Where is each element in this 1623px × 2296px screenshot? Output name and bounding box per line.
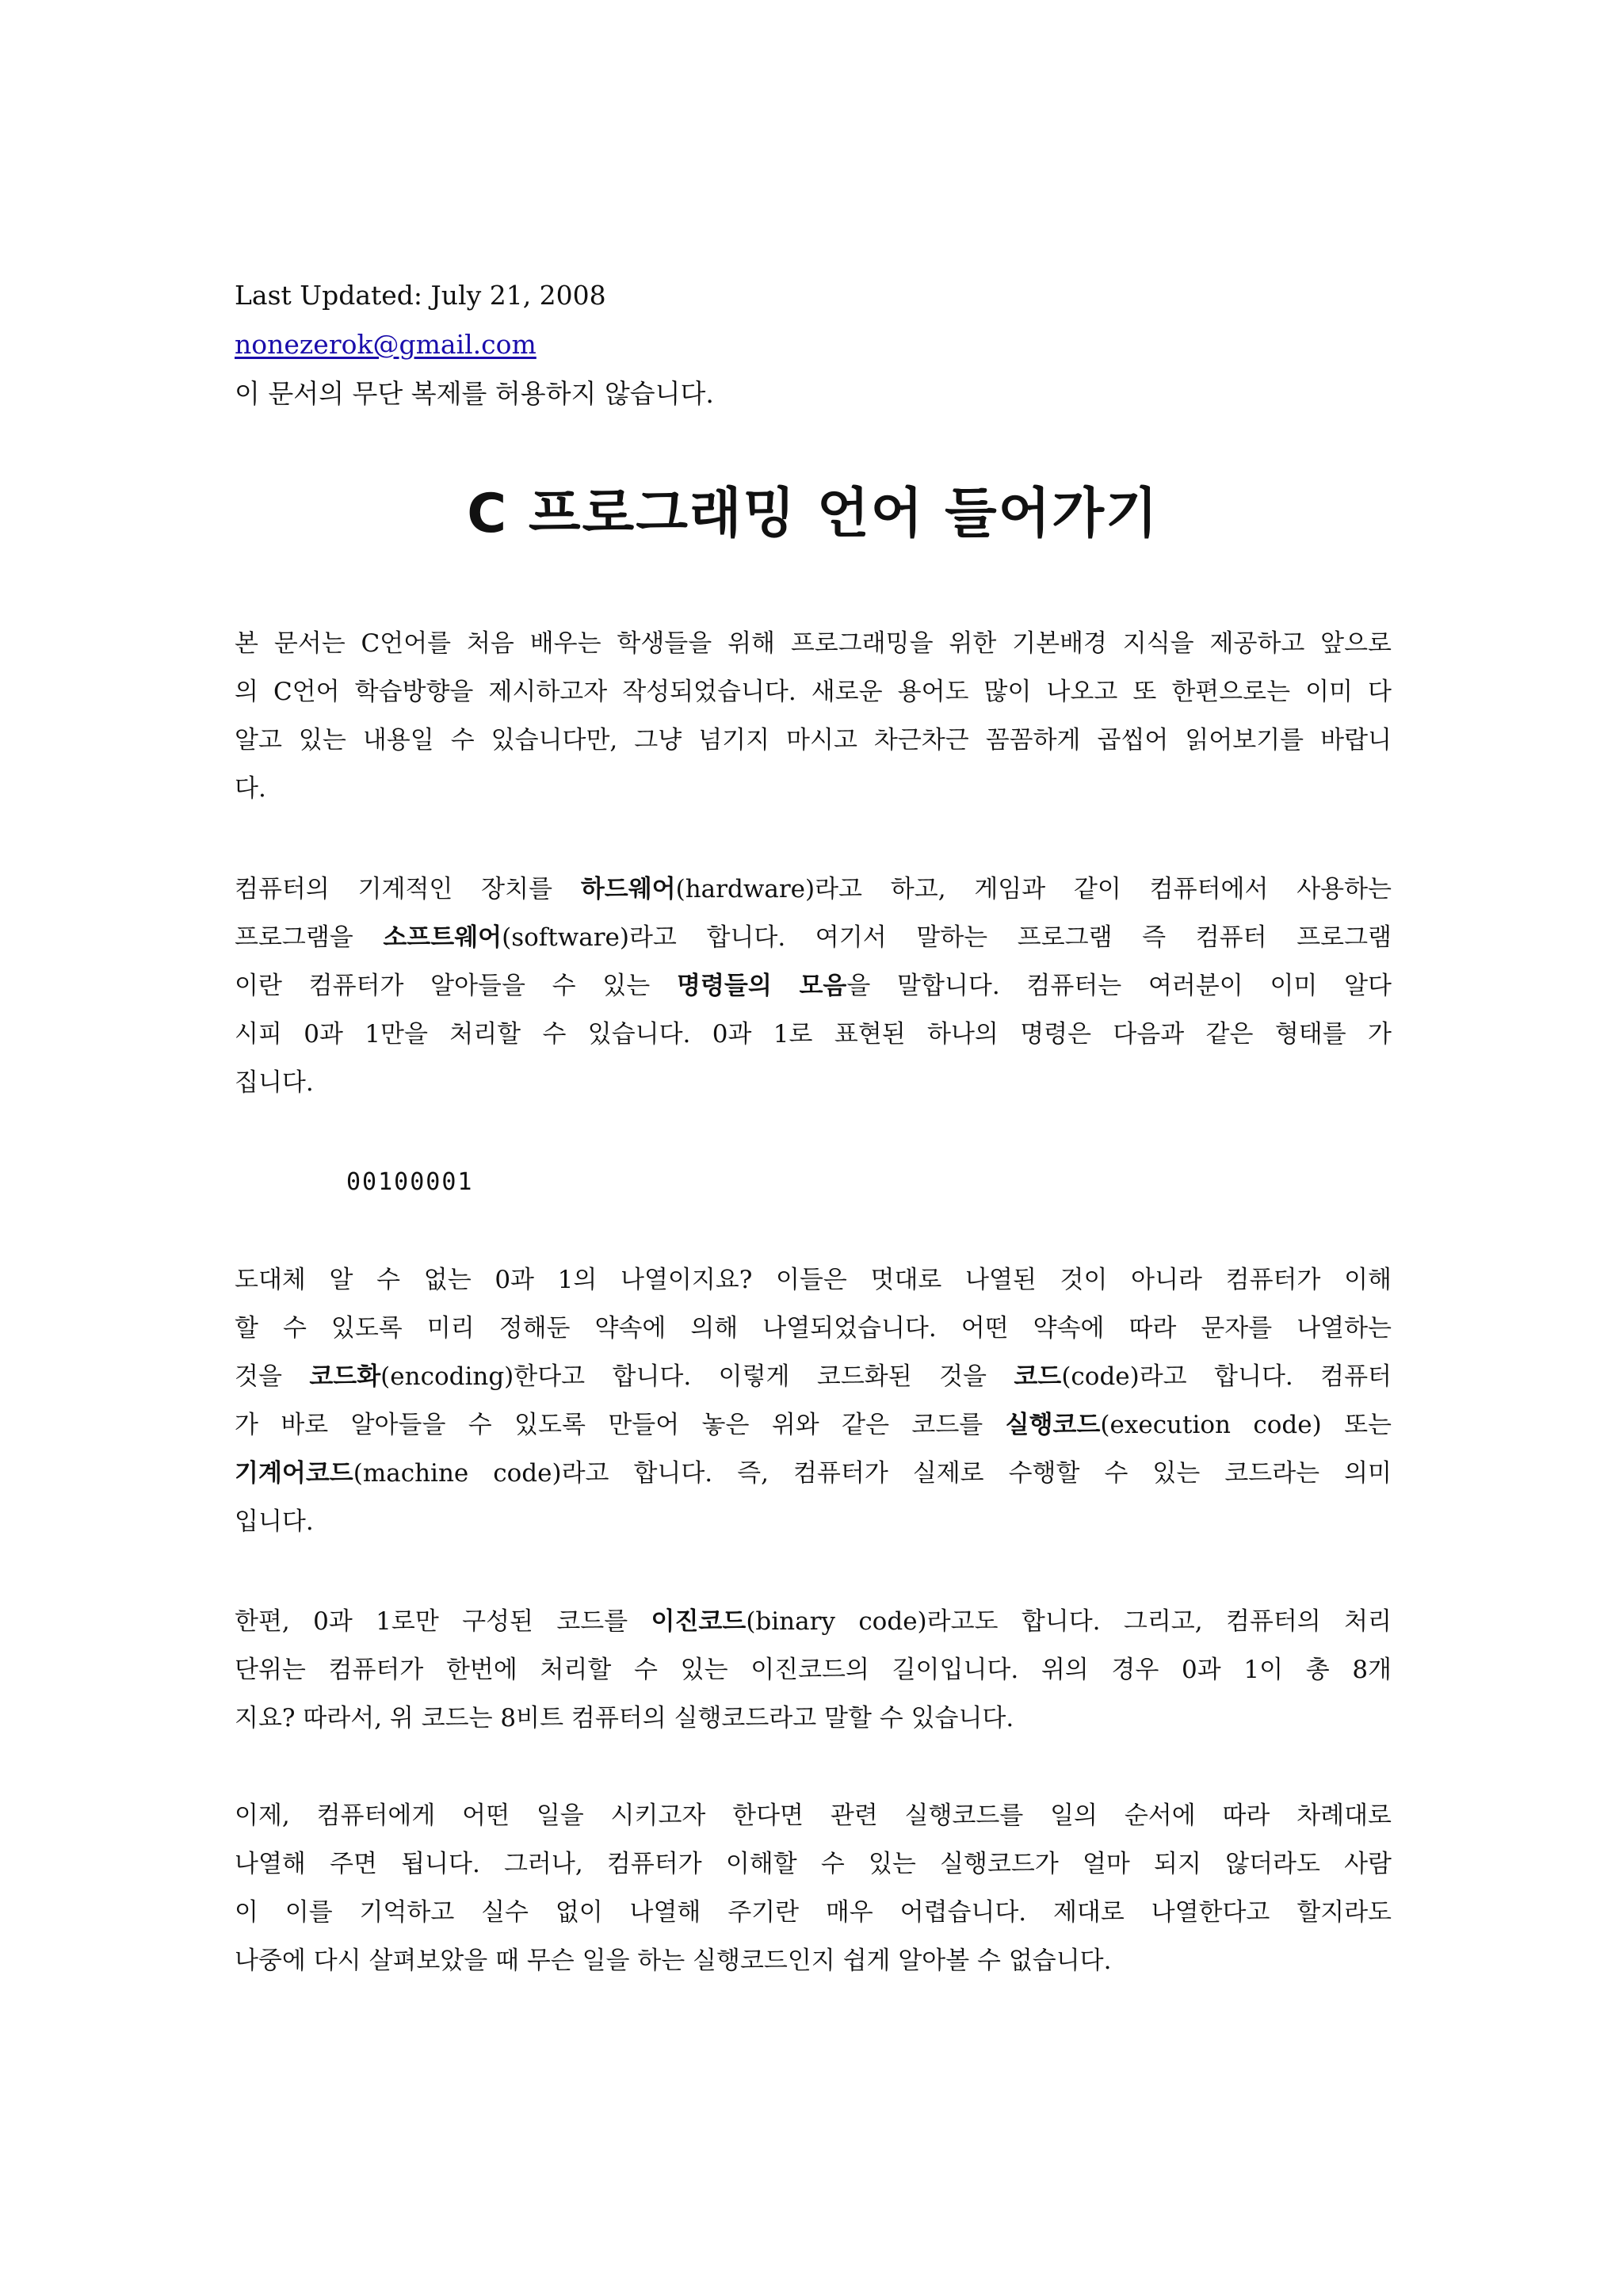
line-text: 것을: [235, 1362, 310, 1391]
paragraph-line: [235, 1353, 1392, 1401]
line-text: 도대체 알 수 없는 0과 1의 나열이지요? 이들은 멋대로 나열된 것이 아니라 컴퓨터가 이해: [235, 1266, 1392, 1294]
paragraph-line: [235, 1305, 1392, 1353]
paragraph-line: 이제, 컴퓨터에게 어떤 일을 시키고자 한다면 관련 실행코드를 일의 순서에 따라 차례대로: [235, 1801, 1392, 1830]
line-text: 이란 컴퓨터가 알아들을 수 있는: [235, 972, 677, 1000]
last-updated-text: Last Updated: July 21, 2008: [235, 280, 606, 311]
term-code: 코드: [1014, 1362, 1062, 1391]
line-text: 집니다.: [235, 1068, 314, 1097]
line-text: 을 말합니다. 컴퓨터는 여러분이 이미 알다: [846, 972, 1392, 1000]
paragraph-line: 이 이를 기억하고 실수 없이 나열해 주기란 매우 어렵습니다. 제대로 나열한다고 할지라도: [235, 1898, 1392, 1927]
paragraph-line: [235, 1498, 1392, 1546]
line-text: (binary code)라고도 합니다. 그리고, 컴퓨터의 처리: [746, 1607, 1392, 1636]
term-hardware: 하드웨어: [580, 875, 676, 904]
line-text: 시피 0과 1만을 처리할 수 있습니다. 0과 1로 표현된 하나의 명령은 다음과 같은 형태를 가: [235, 1020, 1392, 1049]
line-text: 입니다.: [235, 1507, 314, 1536]
term-encoding: 코드화: [309, 1362, 381, 1391]
term-instruction-set: 명령들의 모음: [677, 972, 847, 1000]
line-text: (hardware)라고 하고, 게임과 같이 컴퓨터에서 사용하는: [675, 875, 1392, 904]
paragraph-hardware-software: [235, 865, 1392, 1107]
paragraph-binary-code: [235, 1598, 1392, 1743]
paragraph-line: 알고 있는 내용일 수 있습니다만, 그냥 넘기지 마시고 차근차근 꼼꼼하게 곱씹어 읽어보기를 바랍니: [235, 726, 1392, 755]
line-text: 지요? 따라서, 위 코드는 8비트 컴퓨터의 실행코드라고 말할 수 있습니다.: [235, 1704, 1014, 1733]
paragraph-line: [235, 1059, 1392, 1107]
paragraph-line: 의 C언어 학습방향을 제시하고자 작성되었습니다. 새로운 용어도 많이 나오고 또 한편으로는 이미 다: [235, 678, 1392, 706]
term-execution-code: 실행코드: [1005, 1411, 1101, 1439]
paragraph-line: 본 문서는 C언어를 처음 배우는 학생들을 위해 프로그래밍을 위한 기본배경 지식을 제공하고 앞으로: [235, 629, 1392, 658]
paragraph-line: [235, 962, 1392, 1010]
paragraph-ordering: [235, 1792, 1392, 1985]
paragraph-line: [235, 1450, 1392, 1498]
binary-code-sample: 00100001: [346, 1168, 474, 1196]
term-machine-code: 기계어코드: [235, 1459, 353, 1488]
line-text: (software)라고 합니다. 여기서 말하는 프로그램 즉 컴퓨터 프로그램: [502, 923, 1392, 952]
line-text: (machine code)라고 합니다. 즉, 컴퓨터가 실제로 수행할 수 있는 코드라는 의미: [353, 1459, 1392, 1488]
term-software: 소프트웨어: [383, 923, 502, 952]
paragraph-line: 나열해 주면 됩니다. 그러나, 컴퓨터가 이해할 수 있는 실행코드가 얼마 되지 않더라도 사람: [235, 1850, 1392, 1878]
author-email-link[interactable]: nonezerok@gmail.com: [235, 329, 537, 360]
line-text: 단위는 컴퓨터가 한번에 처리할 수 있는 이진코드의 길이입니다. 위의 경우 0과 1이 총 8개: [235, 1656, 1392, 1684]
paragraph-intro: [235, 620, 1392, 813]
paragraph-line: [235, 914, 1392, 962]
paragraph-line: [235, 1694, 1392, 1743]
paragraph-line: 나중에 다시 살펴보았을 때 무슨 일을 하는 실행코드인지 쉽게 알아볼 수 없습니다.: [235, 1946, 1112, 1975]
line-text: 컴퓨터의 기계적인 장치를: [235, 875, 581, 904]
paragraph-line: [235, 1256, 1392, 1305]
document-title: C 프로그래밍 언어 들어가기: [467, 483, 1159, 545]
paragraph-line: 다.: [235, 774, 266, 803]
paragraph-line: [235, 1010, 1392, 1059]
line-text: (code)라고 합니다. 컴퓨터: [1061, 1362, 1392, 1391]
paragraph-line: [235, 865, 1392, 914]
line-text: 한편, 0과 1로만 구성된 코드를: [235, 1607, 651, 1636]
line-text: (encoding)한다고 합니다. 이렇게 코드화된 것을: [380, 1362, 1014, 1391]
paragraph-encoding: [235, 1256, 1392, 1546]
paragraph-line: [235, 1598, 1392, 1646]
line-text: 할 수 있도록 미리 정해둔 약속에 의해 나열되었습니다. 어떤 약속에 따라 문자를 나열하는: [235, 1314, 1392, 1343]
line-text: 가 바로 알아들을 수 있도록 만들어 놓은 위와 같은 코드를: [235, 1411, 1006, 1439]
line-text: 프로그램을: [235, 923, 384, 952]
copyright-notice: 이 문서의 무단 복제를 허용하지 않습니다.: [235, 378, 714, 409]
term-binary-code: 이진코드: [651, 1607, 747, 1636]
line-text: (execution code) 또는: [1100, 1411, 1392, 1439]
paragraph-line: [235, 1401, 1392, 1450]
paragraph-line: [235, 1646, 1392, 1694]
